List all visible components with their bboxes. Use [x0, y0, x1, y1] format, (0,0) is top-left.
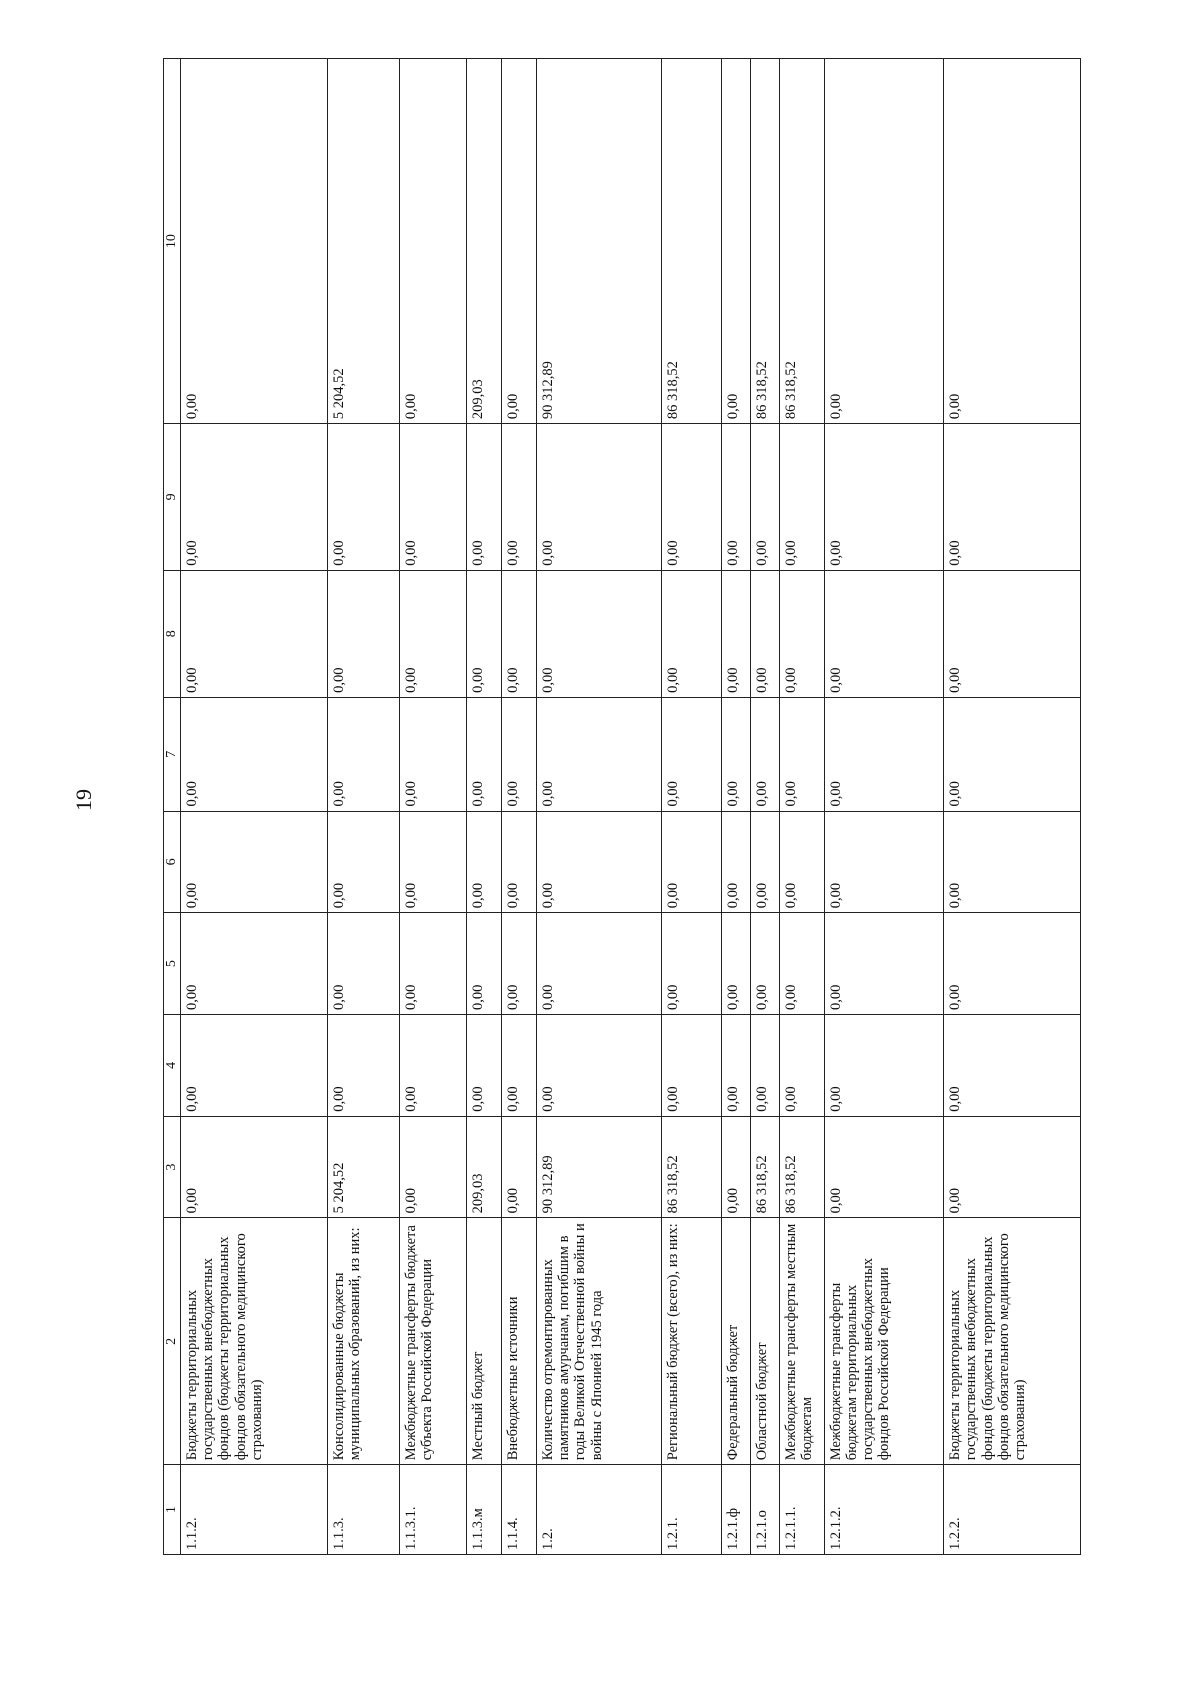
value-cell-col-10: 0,00 — [502, 59, 537, 424]
value-cell-col-3: 0,00 — [400, 1116, 467, 1218]
value-cell-col-4: 0,00 — [467, 1014, 502, 1116]
value-cell-col-8: 0,00 — [400, 570, 467, 697]
value-cell-col-5: 0,00 — [661, 913, 721, 1015]
budget-table-container — [163, 58, 1081, 1555]
column-header-5: 5 — [164, 913, 181, 1015]
column-header-4: 4 — [164, 1014, 181, 1116]
column-header-9: 9 — [164, 424, 181, 571]
row-code-cell: 1.2.1.1. — [780, 1465, 825, 1555]
value-cell-col-5: 0,00 — [502, 913, 537, 1015]
row-code-cell: 1.2.1.2. — [824, 1465, 943, 1555]
value-cell-col-9: 0,00 — [400, 424, 467, 571]
value-cell-col-7: 0,00 — [780, 697, 825, 811]
value-cell-col-4: 0,00 — [722, 1014, 751, 1116]
value-cell-col-3: 90 312,89 — [536, 1116, 661, 1218]
table-row — [536, 59, 661, 1555]
value-cell-col-10: 0,00 — [722, 59, 751, 424]
value-cell-col-5: 0,00 — [824, 913, 943, 1015]
column-header-1: 1 — [164, 1465, 181, 1555]
value-cell-col-7: 0,00 — [181, 697, 328, 811]
value-cell-col-9: 0,00 — [780, 424, 825, 571]
row-code-cell: 1.2.1. — [661, 1465, 721, 1555]
row-name-cell: Количество отремонтированных памятников амурчанам, погибшим в годы Великой Отечественной войны и войны с Японией 1945 года — [536, 1218, 661, 1465]
value-cell-col-8: 0,00 — [722, 570, 751, 697]
value-cell-col-9: 0,00 — [181, 424, 328, 571]
header-row — [164, 59, 181, 1555]
row-name-cell: Межбюджетные трансферты бюджетам территориальных государственных внебюджетных фондов Российской Федерации — [824, 1218, 943, 1465]
value-cell-col-3: 0,00 — [824, 1116, 943, 1218]
value-cell-col-8: 0,00 — [780, 570, 825, 697]
value-cell-col-6: 0,00 — [181, 811, 328, 913]
value-cell-col-3: 209,03 — [467, 1116, 502, 1218]
table-row — [181, 59, 328, 1555]
row-name-cell: Бюджеты территориальных государственных внебюджетных фондов (бюджеты территориальных фондов обязательного медицинского страхования) — [181, 1218, 328, 1465]
value-cell-col-9: 0,00 — [328, 424, 400, 571]
value-cell-col-4: 0,00 — [944, 1014, 1081, 1116]
row-name-cell: Бюджеты территориальных государственных внебюджетных фондов (бюджеты территориальных фондов обязательного медицинского страхования) — [944, 1218, 1081, 1465]
value-cell-col-8: 0,00 — [751, 570, 780, 697]
row-name-cell: Федеральный бюджет — [722, 1218, 751, 1465]
page-number: 19 — [71, 789, 96, 811]
row-code-cell: 1.2. — [536, 1465, 661, 1555]
value-cell-col-6: 0,00 — [944, 811, 1081, 913]
value-cell-col-5: 0,00 — [181, 913, 328, 1015]
value-cell-col-6: 0,00 — [536, 811, 661, 913]
value-cell-col-6: 0,00 — [400, 811, 467, 913]
value-cell-col-9: 0,00 — [536, 424, 661, 571]
table-row — [661, 59, 721, 1555]
table-row — [751, 59, 780, 1555]
value-cell-col-6: 0,00 — [502, 811, 537, 913]
value-cell-col-3: 86 318,52 — [780, 1116, 825, 1218]
value-cell-col-9: 0,00 — [824, 424, 943, 571]
row-code-cell: 1.1.3.м — [467, 1465, 502, 1555]
value-cell-col-6: 0,00 — [780, 811, 825, 913]
value-cell-col-4: 0,00 — [328, 1014, 400, 1116]
value-cell-col-8: 0,00 — [181, 570, 328, 697]
value-cell-col-3: 86 318,52 — [751, 1116, 780, 1218]
row-name-cell: Областной бюджет — [751, 1218, 780, 1465]
table-row — [944, 59, 1081, 1555]
row-name-cell: Консолидированные бюджеты муниципальных образований, из них: — [328, 1218, 400, 1465]
column-header-2: 2 — [164, 1218, 181, 1465]
value-cell-col-7: 0,00 — [467, 697, 502, 811]
row-code-cell: 1.1.3.1. — [400, 1465, 467, 1555]
column-header-6: 6 — [164, 811, 181, 913]
value-cell-col-10: 0,00 — [824, 59, 943, 424]
row-code-cell: 1.1.2. — [181, 1465, 328, 1555]
value-cell-col-6: 0,00 — [824, 811, 943, 913]
value-cell-col-8: 0,00 — [944, 570, 1081, 697]
value-cell-col-4: 0,00 — [400, 1014, 467, 1116]
value-cell-col-3: 0,00 — [944, 1116, 1081, 1218]
value-cell-col-5: 0,00 — [328, 913, 400, 1015]
row-name-cell: Межбюджетные трансферты местным бюджетам — [780, 1218, 825, 1465]
value-cell-col-8: 0,00 — [328, 570, 400, 697]
row-name-cell: Межбюджетные трансферты бюджета субъекта Российской Федерации — [400, 1218, 467, 1465]
row-code-cell: 1.2.2. — [944, 1465, 1081, 1555]
value-cell-col-4: 0,00 — [661, 1014, 721, 1116]
row-code-cell: 1.1.3. — [328, 1465, 400, 1555]
value-cell-col-7: 0,00 — [400, 697, 467, 811]
table-body — [181, 59, 1081, 1555]
value-cell-col-4: 0,00 — [502, 1014, 537, 1116]
value-cell-col-6: 0,00 — [722, 811, 751, 913]
row-code-cell: 1.1.4. — [502, 1465, 537, 1555]
value-cell-col-5: 0,00 — [722, 913, 751, 1015]
value-cell-col-7: 0,00 — [751, 697, 780, 811]
value-cell-col-9: 0,00 — [661, 424, 721, 571]
table-row — [780, 59, 825, 1555]
value-cell-col-7: 0,00 — [328, 697, 400, 811]
value-cell-col-8: 0,00 — [536, 570, 661, 697]
value-cell-col-8: 0,00 — [502, 570, 537, 697]
value-cell-col-10: 209,03 — [467, 59, 502, 424]
value-cell-col-5: 0,00 — [944, 913, 1081, 1015]
value-cell-col-3: 0,00 — [722, 1116, 751, 1218]
table-row — [328, 59, 400, 1555]
column-header-3: 3 — [164, 1116, 181, 1218]
value-cell-col-9: 0,00 — [722, 424, 751, 571]
value-cell-col-9: 0,00 — [467, 424, 502, 571]
row-name-cell: Региональный бюджет (всего), из них: — [661, 1218, 721, 1465]
value-cell-col-10: 0,00 — [181, 59, 328, 424]
value-cell-col-4: 0,00 — [780, 1014, 825, 1116]
table-row — [722, 59, 751, 1555]
value-cell-col-7: 0,00 — [722, 697, 751, 811]
value-cell-col-5: 0,00 — [536, 913, 661, 1015]
row-code-cell: 1.2.1.о — [751, 1465, 780, 1555]
value-cell-col-6: 0,00 — [661, 811, 721, 913]
budget-table — [163, 58, 1081, 1555]
value-cell-col-4: 0,00 — [536, 1014, 661, 1116]
value-cell-col-7: 0,00 — [536, 697, 661, 811]
value-cell-col-7: 0,00 — [824, 697, 943, 811]
value-cell-col-4: 0,00 — [751, 1014, 780, 1116]
value-cell-col-4: 0,00 — [181, 1014, 328, 1116]
value-cell-col-10: 86 318,52 — [780, 59, 825, 424]
value-cell-col-3: 86 318,52 — [661, 1116, 721, 1218]
column-header-7: 7 — [164, 697, 181, 811]
value-cell-col-10: 86 318,52 — [661, 59, 721, 424]
value-cell-col-10: 0,00 — [400, 59, 467, 424]
column-header-10: 10 — [164, 59, 181, 424]
value-cell-col-9: 0,00 — [751, 424, 780, 571]
value-cell-col-8: 0,00 — [824, 570, 943, 697]
value-cell-col-7: 0,00 — [944, 697, 1081, 811]
value-cell-col-8: 0,00 — [661, 570, 721, 697]
value-cell-col-5: 0,00 — [400, 913, 467, 1015]
value-cell-col-5: 0,00 — [780, 913, 825, 1015]
table-row — [467, 59, 502, 1555]
value-cell-col-10: 0,00 — [944, 59, 1081, 424]
value-cell-col-4: 0,00 — [824, 1014, 943, 1116]
value-cell-col-10: 90 312,89 — [536, 59, 661, 424]
value-cell-col-9: 0,00 — [502, 424, 537, 571]
value-cell-col-9: 0,00 — [944, 424, 1081, 571]
row-name-cell: Местный бюджет — [467, 1218, 502, 1465]
value-cell-col-7: 0,00 — [502, 697, 537, 811]
table-row — [400, 59, 467, 1555]
row-code-cell: 1.2.1.ф — [722, 1465, 751, 1555]
value-cell-col-6: 0,00 — [467, 811, 502, 913]
value-cell-col-5: 0,00 — [467, 913, 502, 1015]
value-cell-col-10: 86 318,52 — [751, 59, 780, 424]
row-name-cell: Внебюджетные источники — [502, 1218, 537, 1465]
value-cell-col-6: 0,00 — [328, 811, 400, 913]
value-cell-col-6: 0,00 — [751, 811, 780, 913]
table-row — [502, 59, 537, 1555]
value-cell-col-3: 5 204,52 — [328, 1116, 400, 1218]
value-cell-col-3: 0,00 — [181, 1116, 328, 1218]
value-cell-col-8: 0,00 — [467, 570, 502, 697]
value-cell-col-5: 0,00 — [751, 913, 780, 1015]
value-cell-col-3: 0,00 — [502, 1116, 537, 1218]
table-row — [824, 59, 943, 1555]
column-header-8: 8 — [164, 570, 181, 697]
value-cell-col-7: 0,00 — [661, 697, 721, 811]
value-cell-col-10: 5 204,52 — [328, 59, 400, 424]
